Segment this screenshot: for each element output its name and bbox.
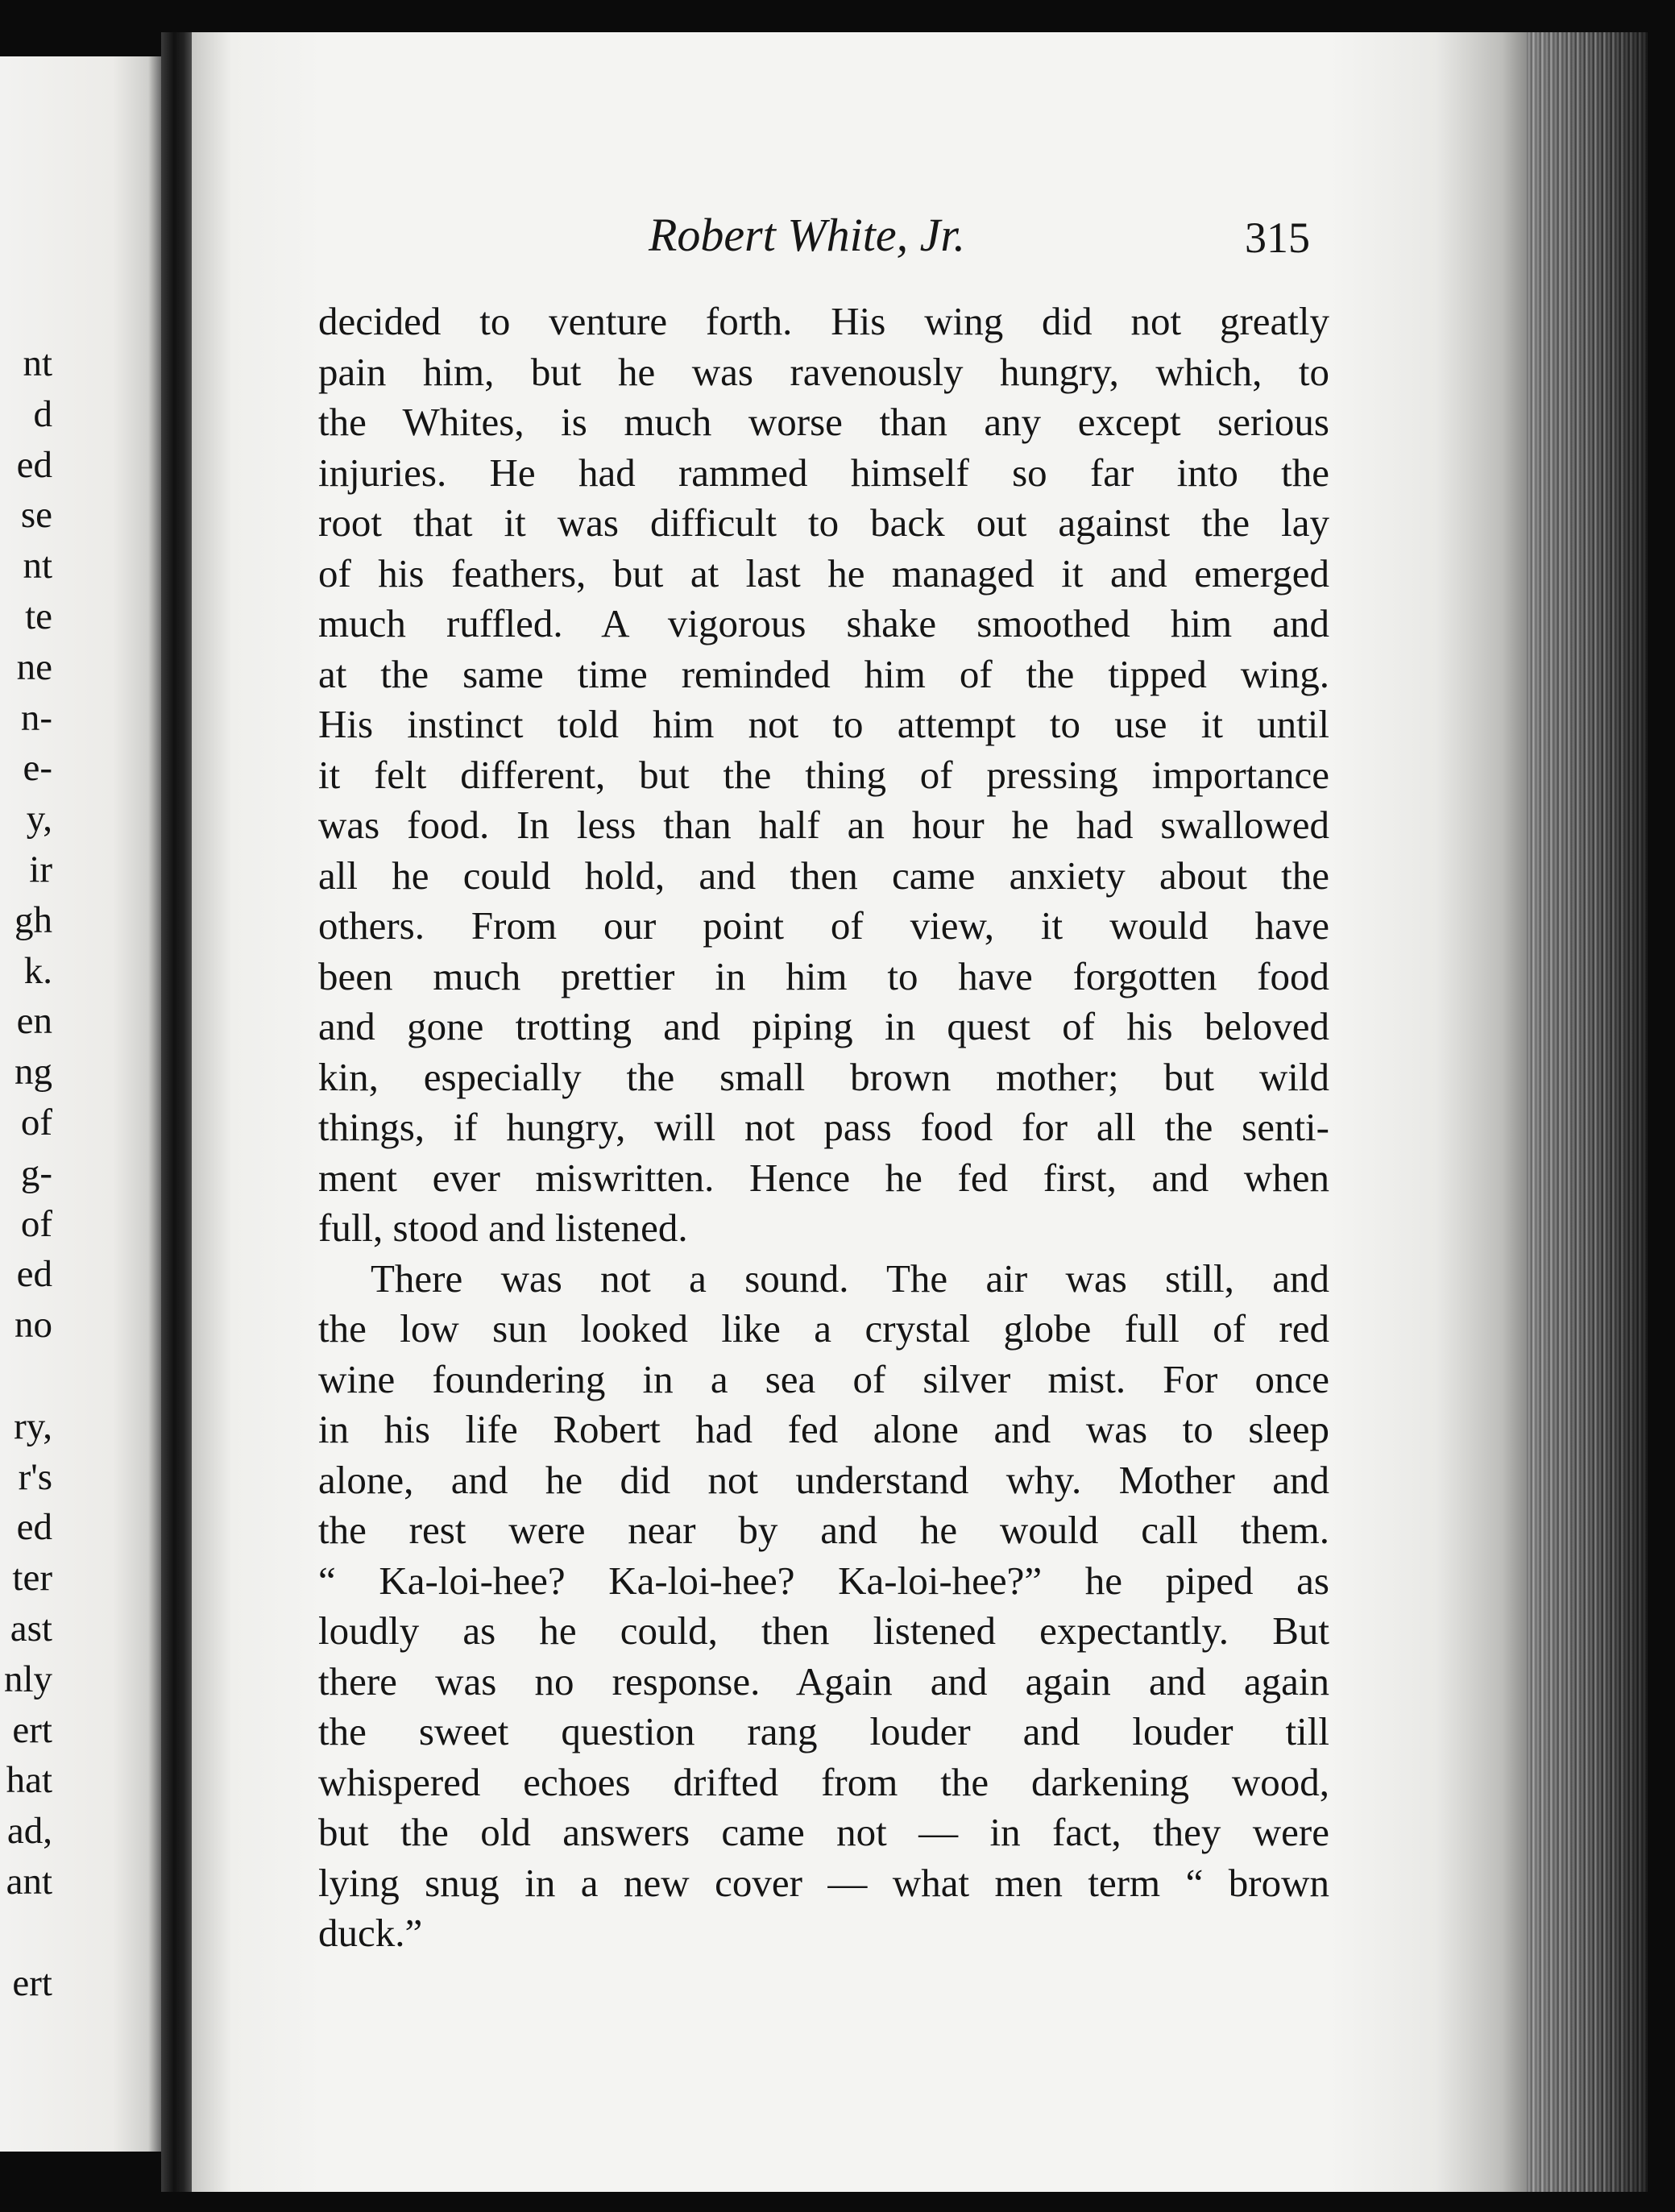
left-page-fragment: ir [29,848,52,890]
text-line: His instinct told him not to attempt to use it until [318,702,1329,746]
left-page-fragment: ert [12,1708,52,1751]
text-line: duck.” [318,1911,423,1955]
left-page-fragment: te [25,595,52,637]
text-line: the low sun looked like a crystal globe full of red [318,1306,1329,1351]
text-line: “ Ka-loi-hee? Ka-loi-hee? Ka-loi-hee?” he piped as [318,1558,1329,1603]
left-page-fragment: r's [18,1455,52,1498]
left-page-fragment: hat [6,1759,52,1802]
book-gutter [161,32,193,2192]
left-page-fragment: g- [20,1152,52,1194]
text-line: whispered echoes drifted from the darkening wood, [318,1759,1329,1804]
left-page-fragment: k. [23,949,52,992]
left-page-fragment: ert [12,1961,52,2004]
running-head: Robert White, Jr. [649,209,966,261]
text-line: the sweet question rang louder and louder till [318,1709,1329,1753]
text-line: ment ever miswritten. Hence he fed first, and when [318,1155,1329,1200]
left-page-fragment: nt [23,342,52,384]
text-line: lying snug in a new cover — what men term “ brown [318,1860,1329,1905]
left-page-fragment: nly [3,1658,52,1700]
text-line: in his life Robert had fed alone and was to sleep [318,1407,1329,1451]
text-line: There was not a sound. The air was still, and [371,1255,1329,1301]
left-page-fragment: gh [15,898,52,941]
left-page-fragment: n- [20,696,52,739]
left-facing-page [0,56,161,2152]
text-line: things, if hungry, will not pass food for all the senti- [318,1105,1329,1149]
page-number: 315 [1245,214,1310,262]
left-page-fragment: se [20,494,52,537]
text-line: but the old answers came not — in fact, they were [318,1810,1329,1854]
paragraph-2 [318,1254,1329,1959]
paragraph-1 [318,297,1329,1254]
text-line: at the same time reminded him of the tipped wing. [318,651,1329,696]
text-line: full, stood and listened. [318,1206,688,1250]
left-page-fragment: no [15,1304,52,1347]
left-page-fragment: d [33,392,52,435]
left-page-fragment: en [16,1000,52,1043]
text-line: alone, and he did not understand why. Mother and [318,1457,1329,1502]
left-page-fragment: ant [6,1860,52,1903]
left-page-fragment [0,1351,52,1401]
text-line: much ruffled. A vigorous shake smoothed him and [318,601,1329,645]
left-page-fragment: ter [12,1557,52,1600]
text-line: there was no response. Again and again and again [318,1658,1329,1704]
text-line: was food. In less than half an hour he had swallowed [318,803,1329,847]
text-line: pain him, but he was ravenously hungry, which, to [318,349,1329,394]
left-page-fragment: ed [16,1506,52,1549]
text-line: been much prettier in him to have forgotten food [318,953,1329,998]
text-line: and gone trotting and piping in quest of his beloved [318,1004,1329,1048]
left-page-fragment [0,1907,52,1958]
left-page-fragment: ad, [6,1810,52,1853]
left-page-fragment: of [20,1202,52,1245]
text-line: others. From our point of view, it would have [318,903,1329,948]
text-line: kin, especially the small brown mother; but wild [318,1054,1329,1099]
left-page-fragment: ast [10,1607,52,1650]
text-line: injuries. He had rammed himself so far into the [318,450,1329,495]
left-page-fragment: ed [16,1253,52,1296]
left-page-fragment: of [20,1101,52,1143]
text-line: it felt different, but the thing of pressing importance [318,752,1329,797]
left-page-fragment: ne [16,645,52,688]
text-line: all he could hold, and then came anxiety about the [318,853,1329,898]
page-edges-shade [1527,32,1648,2192]
left-page-fragment: y, [26,798,52,840]
text-line: wine foundering in a sea of silver mist. For once [318,1356,1329,1401]
left-page-fragment: e- [23,747,52,790]
text-line: the Whites, is much worse than any except serious [318,400,1329,444]
left-page-fragment: ng [15,1051,52,1094]
left-page-text-fragments [0,338,52,2008]
text-line: loudly as he could, then listened expectantly. But [318,1608,1329,1653]
text-line: decided to venture forth. His wing did not greatly [318,299,1329,343]
left-page-fragment: ed [16,443,52,486]
text-line: root that it was difficult to back out against the lay [318,500,1329,545]
left-page-fragment: ry, [14,1405,52,1447]
body-text [318,297,1329,1959]
text-line: the rest were near by and he would call them. [318,1508,1329,1552]
left-page-fragment: nt [23,545,52,587]
text-line: of his feathers, but at last he managed it and emerged [318,550,1329,596]
